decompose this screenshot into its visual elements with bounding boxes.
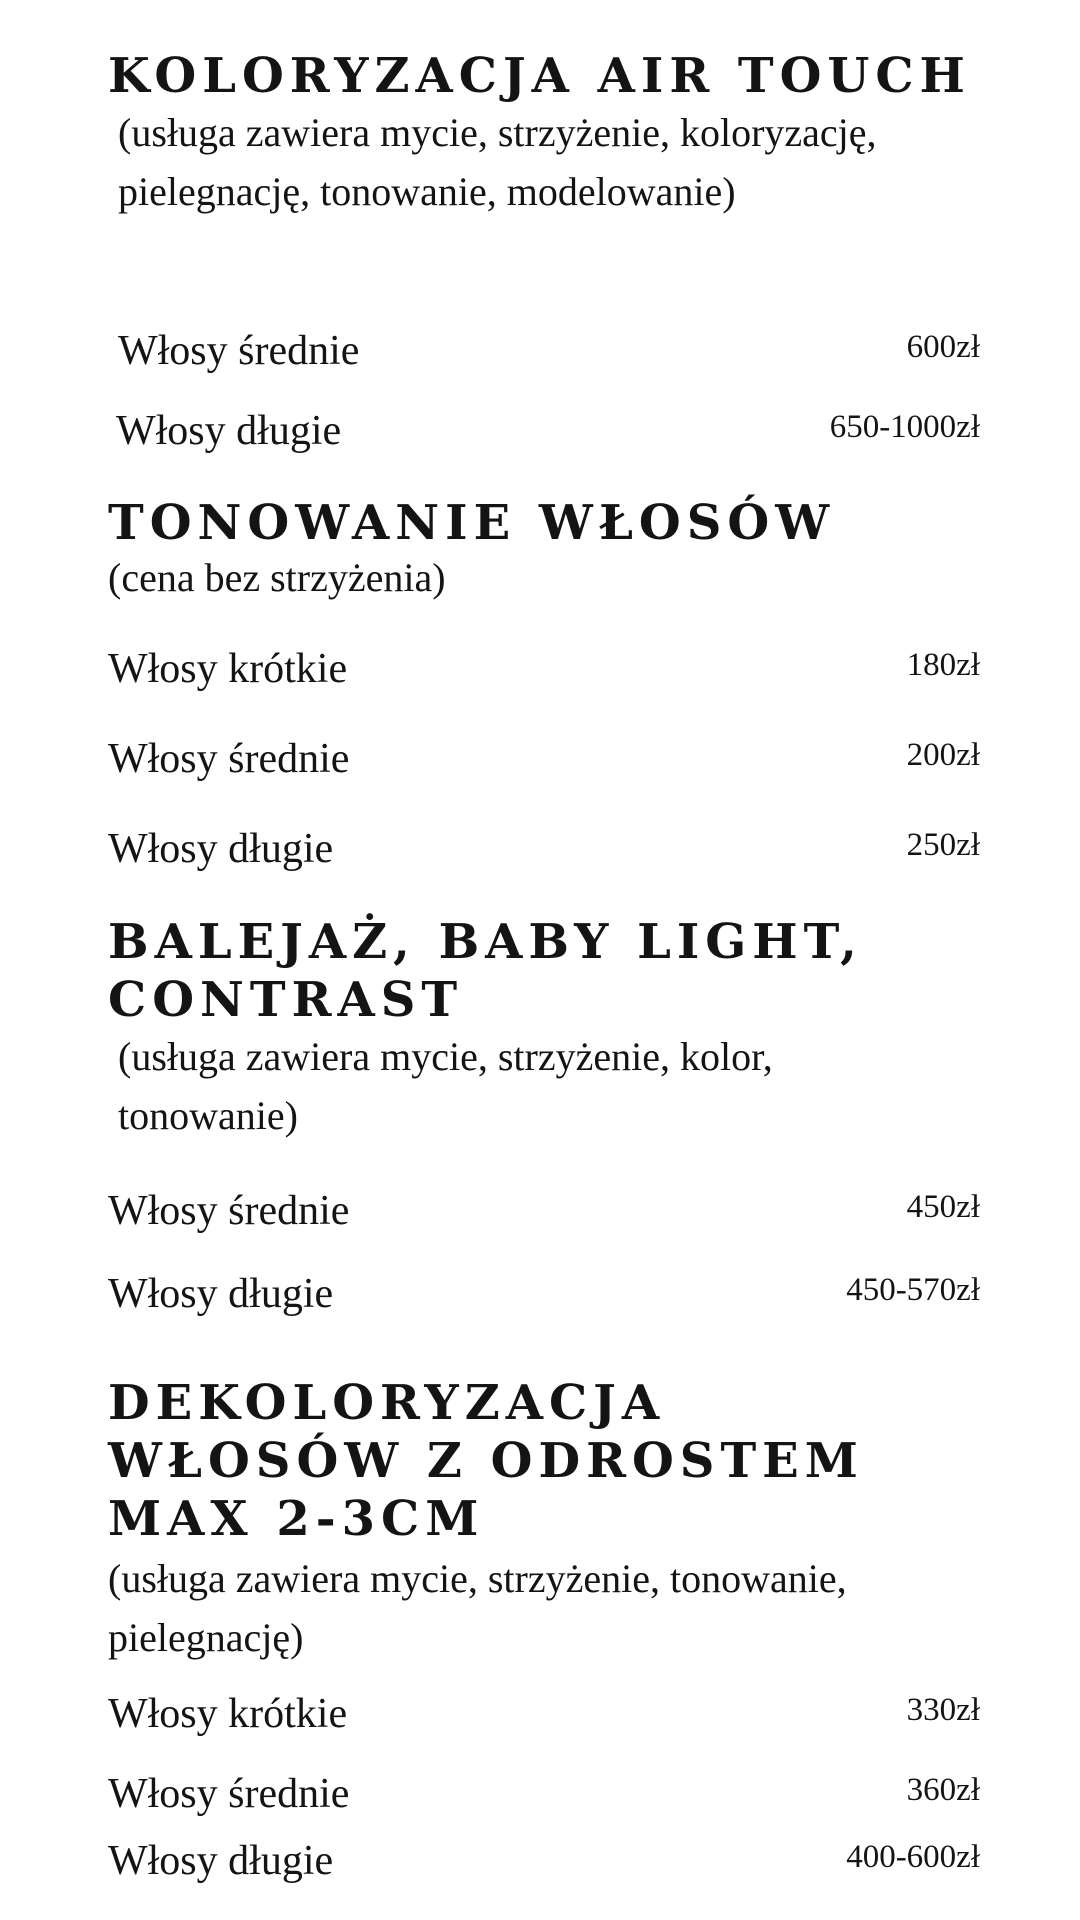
section-title: DEKOLORYZACJA [108,1375,666,1431]
hair-length-label: Włosy średnie [108,1188,350,1234]
section-note: tonowanie) [118,1093,298,1138]
section-note: (usługa zawiera mycie, strzyżenie, kolor, [118,1034,773,1079]
price-value: 360zł [906,1772,980,1808]
price-row [0,403,1080,459]
price-row [0,641,1080,697]
section-title: TONOWANIE WŁOSÓW [108,495,836,551]
section-note: (usługa zawiera mycie, strzyżenie, tonowanie, [108,1556,847,1601]
hair-length-label: Włosy długie [116,408,342,454]
section-title: KOLORYZACJA AIR TOUCH [108,48,971,104]
price-value: 200zł [906,737,980,773]
price-value: 450zł [906,1189,980,1225]
hair-length-label: Włosy krótkie [108,646,348,692]
section-note: pielegnację, tonowanie, modelowanie) [118,169,736,214]
section-title: MAX 2-3CM [108,1491,485,1547]
section-title: WŁOSÓW Z ODROSTEM [108,1433,864,1489]
section-note: pielegnację) [108,1615,304,1660]
price-row [0,1183,1080,1239]
price-row [0,1686,1080,1742]
price-value: 180zł [906,647,980,683]
hair-length-label: Włosy średnie [108,1771,350,1817]
hair-length-label: Włosy krótkie [108,1691,348,1737]
hair-length-label: Włosy długie [108,826,334,872]
section-title: BALEJAŻ, BABY LIGHT, [108,914,863,970]
hair-length-label: Włosy długie [108,1838,334,1884]
price-value: 250zł [906,827,980,863]
hair-length-label: Włosy średnie [108,736,350,782]
section-title: CONTRAST [108,972,464,1028]
hair-length-label: Włosy średnie [118,328,360,374]
price-row [0,1833,1080,1889]
price-row [0,731,1080,787]
price-value: 600zł [906,329,980,365]
section-note: (cena bez strzyżenia) [108,555,446,600]
price-row [0,323,1080,379]
price-value: 650-1000zł [829,409,980,445]
price-row [0,1266,1080,1322]
price-value: 330zł [906,1692,980,1728]
section-note: (usługa zawiera mycie, strzyżenie, koloryzację, [118,110,877,155]
price-value: 450-570zł [846,1272,980,1308]
price-row [0,821,1080,877]
price-row [0,1766,1080,1822]
price-value: 400-600zł [846,1839,980,1875]
hair-length-label: Włosy długie [108,1271,334,1317]
